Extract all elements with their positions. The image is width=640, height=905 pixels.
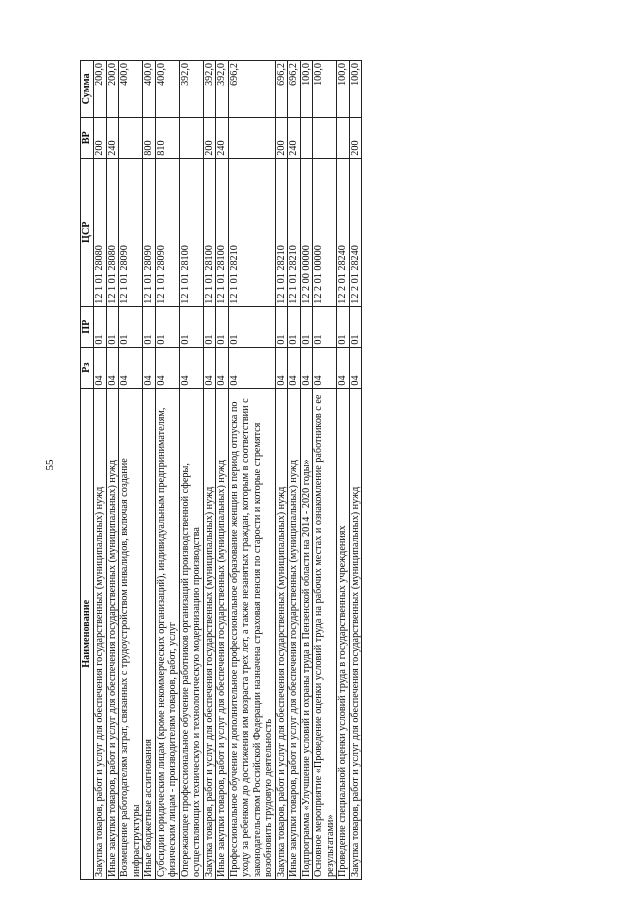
cell-sum: 392,0 <box>179 61 203 118</box>
cell-name: Подпрограмма «Улучшение условий и охраны труда в Пензенской области на 2014 - 2020 годы» <box>300 388 313 879</box>
table-body <box>94 61 362 880</box>
cell-pr: 01 <box>349 306 362 347</box>
cell-csr: 12 1 01 28080 <box>94 158 107 306</box>
cell-sum: 200,0 <box>106 61 119 118</box>
cell-name: Закупка товаров, работ и услуг для обеспечения государственных (муниципальных) нужд <box>349 388 362 879</box>
cell-name: Иные закупки товаров, работ и услуг для обеспечения государственных (муниципальных) нужд <box>288 388 301 879</box>
page-number-text: 55 <box>44 459 56 471</box>
header-pr: ПР <box>81 306 94 347</box>
table-row <box>106 61 119 880</box>
cell-sum: 400,0 <box>155 61 179 118</box>
cell-pr: 01 <box>288 306 301 347</box>
cell-vr: 240 <box>288 117 301 158</box>
cell-sum: 400,0 <box>143 61 156 118</box>
cell-rz: 04 <box>119 347 143 388</box>
cell-name: Профессиональное обучение и дополнительное профессиональное образование женщин в период отпуска по уходу за ребенком до достижения им возраста трех лет, а также незанятых граждан, которым в соответствии с законодательством Российской Федерации назначена страховая пенсия по старости и которые стремятся возобновить трудовую деятельность <box>228 388 275 879</box>
cell-rz: 04 <box>275 347 288 388</box>
cell-csr: 12 1 01 28090 <box>143 158 156 306</box>
table-row <box>203 61 216 880</box>
cell-vr <box>179 117 203 158</box>
cell-csr: 12 2 01 28240 <box>349 158 362 306</box>
cell-vr: 810 <box>155 117 179 158</box>
table-row <box>288 61 301 880</box>
cell-name: Опережающее профессиональное обучение работников организаций производственной сферы, осуществляющих техническую и технологическую модернизацию производства <box>179 388 203 879</box>
cell-rz: 04 <box>143 347 156 388</box>
cell-name: Субсидии юридическим лицам (кроме некоммерческих организаций), индивидуальным предпринимателям, физическим лицам - производителям товаров, работ, услуг <box>155 388 179 879</box>
cell-sum: 392,0 <box>203 61 216 118</box>
cell-rz: 04 <box>106 347 119 388</box>
cell-sum: 696,2 <box>228 61 275 118</box>
table-row <box>349 61 362 880</box>
cell-sum: 100,0 <box>313 61 337 118</box>
cell-pr: 01 <box>179 306 203 347</box>
cell-rz: 04 <box>337 347 350 388</box>
cell-vr <box>337 117 350 158</box>
table-row <box>119 61 143 880</box>
cell-rz: 04 <box>216 347 229 388</box>
cell-name: Иные бюджетные ассигнования <box>143 388 156 879</box>
cell-rz: 04 <box>228 347 275 388</box>
table-row <box>275 61 288 880</box>
cell-pr: 01 <box>275 306 288 347</box>
cell-rz: 04 <box>203 347 216 388</box>
cell-csr: 12 2 01 00000 <box>313 158 337 306</box>
cell-vr <box>313 117 337 158</box>
rotated-page-content <box>80 60 595 880</box>
header-csr: ЦСР <box>81 158 94 306</box>
cell-sum: 100,0 <box>300 61 313 118</box>
cell-name: Закупка товаров, работ и услуг для обеспечения государственных (муниципальных) нужд <box>275 388 288 879</box>
table-row <box>143 61 156 880</box>
cell-csr: 12 2 01 28240 <box>337 158 350 306</box>
cell-vr <box>300 117 313 158</box>
cell-name: Закупка товаров, работ и услуг для обеспечения государственных (муниципальных) нужд <box>94 388 107 879</box>
table-row <box>155 61 179 880</box>
cell-pr: 01 <box>119 306 143 347</box>
cell-csr: 12 1 01 28080 <box>106 158 119 306</box>
cell-pr: 01 <box>155 306 179 347</box>
page-number <box>40 455 60 475</box>
cell-sum: 696,2 <box>288 61 301 118</box>
cell-name: Основное мероприятие «Проведение оценки условий труда на рабочих местах и ознакомление работников с ее результатами» <box>313 388 337 879</box>
table-row <box>179 61 203 880</box>
cell-vr: 200 <box>203 117 216 158</box>
cell-sum: 696,2 <box>275 61 288 118</box>
cell-sum: 400,0 <box>119 61 143 118</box>
cell-csr: 12 2 00 00000 <box>300 158 313 306</box>
cell-pr: 01 <box>337 306 350 347</box>
cell-csr: 12 1 01 28090 <box>155 158 179 306</box>
cell-name: Иные закупки товаров, работ и услуг для обеспечения государственных (муниципальных) нужд <box>216 388 229 879</box>
cell-sum: 392,0 <box>216 61 229 118</box>
cell-rz: 04 <box>300 347 313 388</box>
cell-vr: 800 <box>143 117 156 158</box>
header-sum: Сумма <box>81 61 94 118</box>
cell-name: Возмещение работодателям затрат, связанных с трудоустройством инвалидов, включая создание инфраструктуры <box>119 388 143 879</box>
cell-sum: 100,0 <box>337 61 350 118</box>
cell-rz: 04 <box>179 347 203 388</box>
table-row <box>300 61 313 880</box>
table-row <box>337 61 350 880</box>
table-row <box>228 61 275 880</box>
cell-pr: 01 <box>216 306 229 347</box>
cell-csr: 12 1 01 28210 <box>275 158 288 306</box>
cell-vr: 240 <box>216 117 229 158</box>
cell-pr: 01 <box>228 306 275 347</box>
cell-vr: 240 <box>106 117 119 158</box>
cell-rz: 04 <box>288 347 301 388</box>
cell-vr: 200 <box>275 117 288 158</box>
cell-vr: 200 <box>94 117 107 158</box>
cell-csr: 12 1 01 28210 <box>228 158 275 306</box>
table-row <box>94 61 107 880</box>
header-name: Наименование <box>81 388 94 879</box>
cell-pr: 01 <box>106 306 119 347</box>
header-rz: Рз <box>81 347 94 388</box>
table-row <box>313 61 337 880</box>
cell-rz: 04 <box>349 347 362 388</box>
cell-pr: 01 <box>300 306 313 347</box>
cell-csr: 12 1 01 28210 <box>288 158 301 306</box>
cell-pr: 01 <box>313 306 337 347</box>
cell-csr: 12 1 01 28090 <box>119 158 143 306</box>
cell-csr: 12 1 01 28100 <box>179 158 203 306</box>
cell-vr <box>119 117 143 158</box>
cell-name: Закупка товаров, работ и услуг для обеспечения государственных (муниципальных) нужд <box>203 388 216 879</box>
cell-rz: 04 <box>155 347 179 388</box>
table-row <box>216 61 229 880</box>
cell-vr <box>228 117 275 158</box>
cell-sum: 200,0 <box>94 61 107 118</box>
cell-csr: 12 1 01 28100 <box>216 158 229 306</box>
cell-pr: 01 <box>94 306 107 347</box>
cell-rz: 04 <box>94 347 107 388</box>
cell-vr: 200 <box>349 117 362 158</box>
cell-name: Проведение специальной оценки условий труда в государственных учреждениях <box>337 388 350 879</box>
cell-csr: 12 1 01 28100 <box>203 158 216 306</box>
header-vr: ВР <box>81 117 94 158</box>
cell-name: Иные закупки товаров, работ и услуг для обеспечения государственных (муниципальных) нужд <box>106 388 119 879</box>
cell-sum: 100,0 <box>349 61 362 118</box>
cell-rz: 04 <box>313 347 337 388</box>
table-header-row <box>81 61 94 880</box>
budget-table <box>80 60 362 880</box>
cell-pr: 01 <box>203 306 216 347</box>
cell-pr: 01 <box>143 306 156 347</box>
